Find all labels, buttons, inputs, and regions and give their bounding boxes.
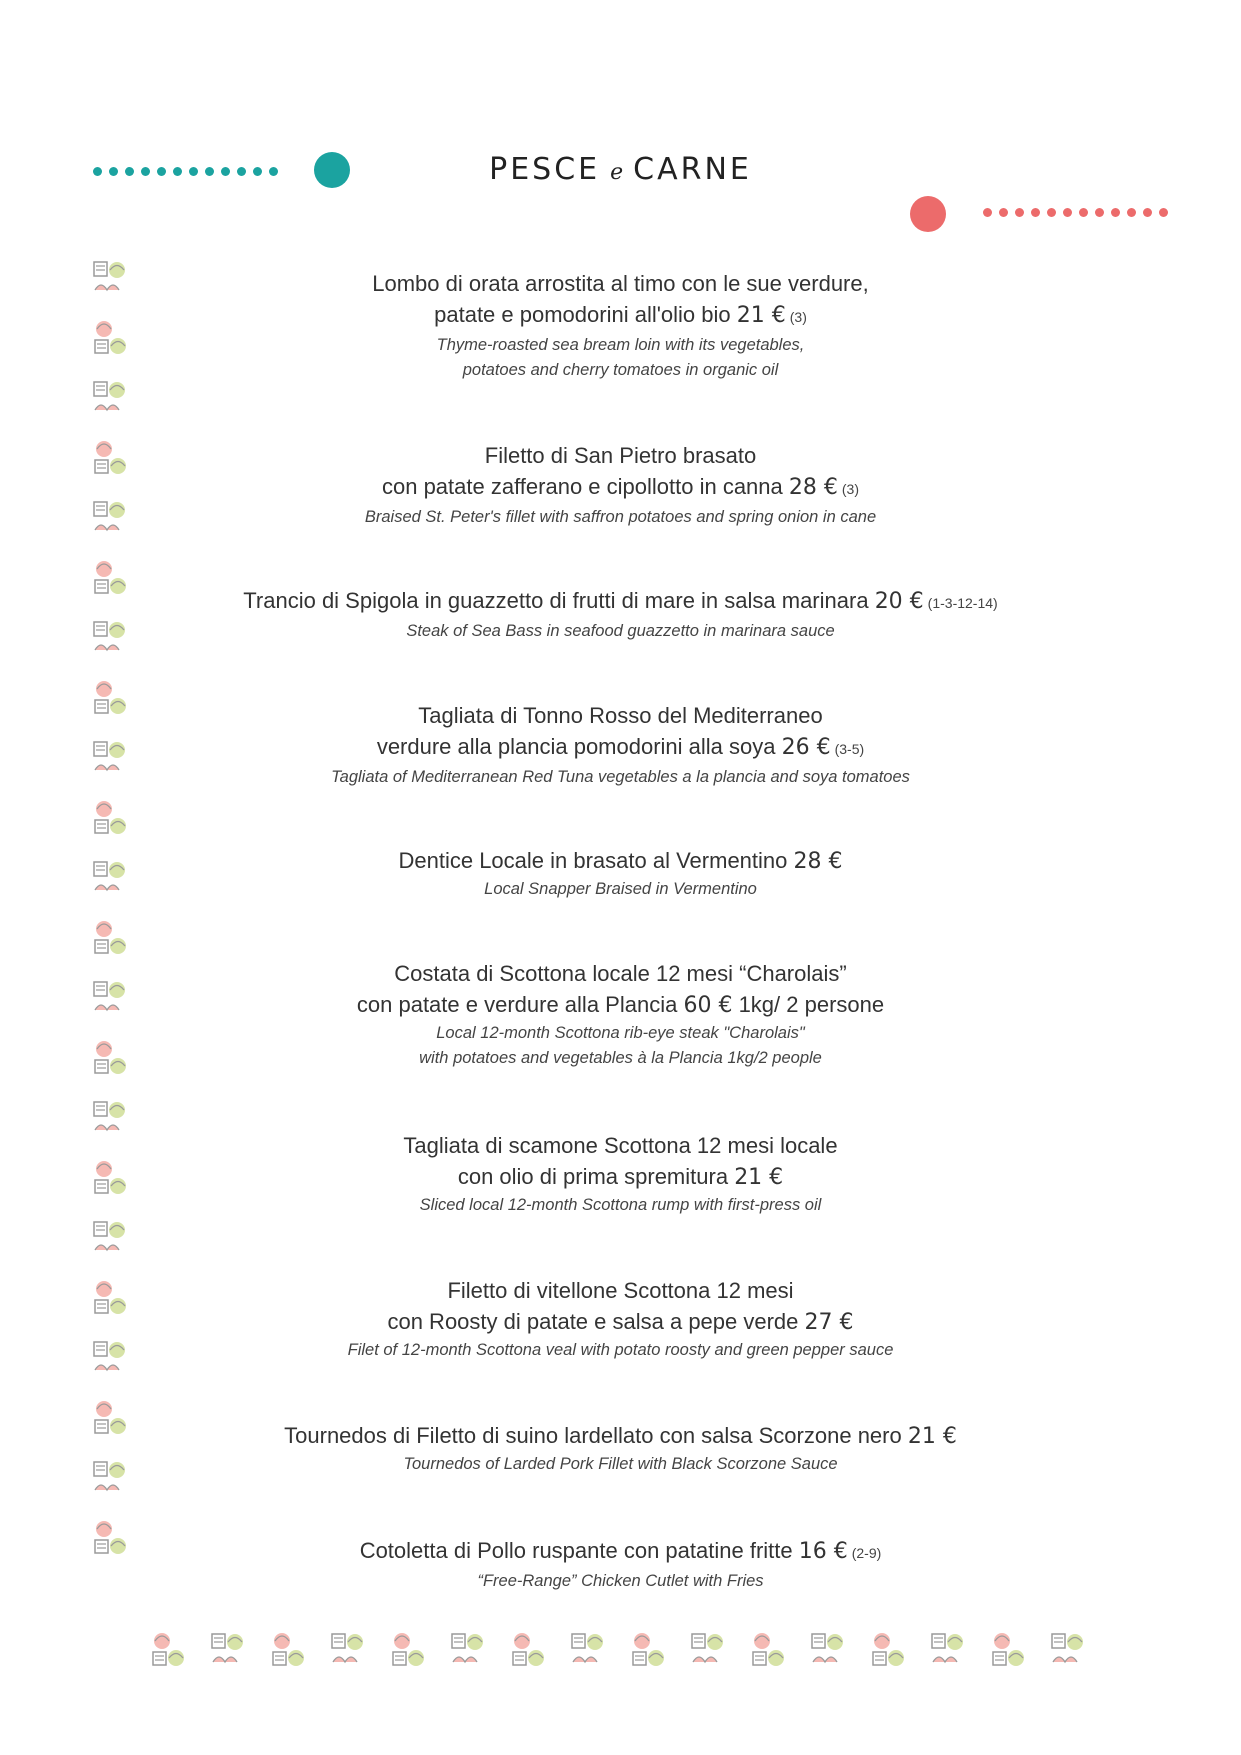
dish-name-en: potatoes and cherry tomatoes in organic oil [462, 361, 779, 379]
food-illustration-icon [92, 1338, 128, 1378]
dish-name-it [120, 440, 1121, 471]
dish-name-it [120, 1275, 1121, 1306]
food-illustration-icon [810, 1630, 850, 1668]
food-illustration-icon [870, 1630, 910, 1668]
menu-item [120, 958, 1121, 1071]
food-illustration-icon [92, 1218, 128, 1258]
decor-dot [1031, 208, 1040, 217]
food-illustration-icon [690, 1630, 730, 1668]
dish-name-it [120, 268, 1121, 299]
menu-item [120, 700, 1121, 790]
dish-price: 21 € [734, 1165, 784, 1190]
food-illustration-icon [92, 438, 128, 478]
dish-name-text: Tagliata di Tonno Rosso del Mediterraneo [418, 703, 823, 728]
decor-dot [1143, 208, 1152, 217]
dish-name-it [120, 471, 1121, 505]
dish-name-it [120, 1535, 1121, 1569]
dish-price: 60 € [683, 993, 733, 1018]
food-illustration-icon [92, 378, 128, 418]
dish-price: 26 € [781, 735, 831, 760]
decor-dot [999, 208, 1008, 217]
food-illustration-icon [390, 1630, 430, 1668]
dish-name-text: Tournedos di Filetto di suino lardellato con salsa Scorzone nero [284, 1423, 902, 1448]
food-illustration-icon [930, 1630, 970, 1668]
decor-dot [1127, 208, 1136, 217]
dish-portion: 1kg/ 2 persone [738, 992, 885, 1017]
dish-name-text: patate e pomodorini all'olio bio [434, 302, 731, 327]
dish-price: 28 € [793, 849, 843, 874]
food-illustration-icon [570, 1630, 610, 1668]
food-illustration-icon [92, 318, 128, 358]
decor-dot [1015, 208, 1024, 217]
menu-item [120, 268, 1121, 383]
dish-name-it [120, 700, 1121, 731]
dish-name-text: Tagliata di scamone Scottona 12 mesi locale [403, 1133, 838, 1158]
dish-name-text: Costata di Scottona locale 12 mesi “Charolais” [394, 961, 847, 986]
coral-circle [910, 196, 946, 232]
menu-item [120, 1130, 1121, 1218]
dish-name-text: con Roosty di patate e salsa a pepe verde [387, 1309, 799, 1334]
dish-name-en: Filet of 12-month Scottona veal with potato roosty and green pepper sauce [347, 1341, 894, 1359]
dish-name-en: Braised St. Peter's fillet with saffron potatoes and spring onion in cane [364, 508, 877, 526]
menu-item [120, 1275, 1121, 1363]
food-illustration-icon [92, 858, 128, 898]
decor-dot [983, 208, 992, 217]
food-illustration-icon [92, 1398, 128, 1438]
dish-price: 28 € [788, 475, 838, 500]
menu-item [120, 585, 1121, 644]
dish-name-en: Steak of Sea Bass in seafood guazzetto in marinara sauce [406, 622, 835, 640]
dish-name-text: verdure alla plancia pomodorini alla soya [376, 734, 776, 759]
dish-price: 16 € [798, 1539, 848, 1564]
dish-name-it [120, 731, 1121, 765]
food-illustration-icon [92, 738, 128, 778]
dish-name-text: con patate e verdure alla Plancia [356, 992, 678, 1017]
decor-dot [1079, 208, 1088, 217]
dish-name-text: con olio di prima spremitura [457, 1164, 729, 1189]
decor-dot [1111, 208, 1120, 217]
allergen-codes: (3) [789, 309, 807, 325]
food-illustration-icon [92, 618, 128, 658]
dish-name-text: Trancio di Spigola in guazzetto di frutti di mare in salsa marinara [243, 588, 869, 613]
dish-name-it [120, 299, 1121, 333]
food-illustration-icon [92, 1518, 128, 1558]
food-illustration-icon [92, 498, 128, 538]
dish-name-en: “Free-Range” Chicken Cutlet with Fries [477, 1572, 764, 1590]
food-illustration-icon [750, 1630, 790, 1668]
dish-name-en: Thyme-roasted sea bream loin with its vegetables, [436, 336, 805, 354]
food-illustration-icon [92, 978, 128, 1018]
dish-name-text: Filetto di San Pietro brasato [484, 443, 757, 468]
decor-dot [1159, 208, 1168, 217]
food-illustration-icon [330, 1630, 370, 1668]
allergen-codes: (2-9) [851, 1545, 882, 1561]
menu-item [120, 845, 1121, 902]
food-illustration-icon [92, 258, 128, 298]
dish-name-it [120, 1161, 1121, 1193]
coral-dot-row [983, 208, 1168, 217]
food-illustration-icon [92, 1158, 128, 1198]
dish-name-it [120, 1130, 1121, 1161]
food-illustration-icon [150, 1630, 190, 1668]
dish-name-text: Filetto di vitellone Scottona 12 mesi [447, 1278, 794, 1303]
dish-name-text: Lombo di orata arrostita al timo con le sue verdure, [372, 271, 869, 296]
dish-name-text: con patate zafferano e cipollotto in canna [381, 474, 783, 499]
food-illustration-icon [990, 1630, 1030, 1668]
dish-name-en: Tagliata of Mediterranean Red Tuna vegetables a la plancia and soya tomatoes [331, 768, 910, 786]
food-illustration-icon [210, 1630, 250, 1668]
decor-dot [1047, 208, 1056, 217]
allergen-codes: (3-5) [834, 741, 865, 757]
food-illustration-icon [630, 1630, 670, 1668]
dish-name-it [120, 1420, 1121, 1452]
allergen-codes: (3) [841, 481, 859, 497]
dish-name-text: Dentice Locale in brasato al Vermentino [398, 848, 788, 873]
dish-name-it [120, 958, 1121, 989]
dish-name-en: with potatoes and vegetables à la Plancia 1kg/2 people [419, 1049, 822, 1067]
food-illustration-icon [92, 1098, 128, 1138]
dish-name-en: Local Snapper Braised in Vermentino [484, 880, 757, 898]
dish-name-it [120, 989, 1121, 1021]
decor-dot [1095, 208, 1104, 217]
food-illustration-icon [510, 1630, 550, 1668]
food-illustration-icon [270, 1630, 310, 1668]
dish-name-it [120, 845, 1121, 877]
decor-dot [1063, 208, 1072, 217]
food-illustration-icon [92, 558, 128, 598]
food-illustration-icon [92, 1038, 128, 1078]
menu-item [120, 440, 1121, 530]
menu-item [120, 1535, 1121, 1594]
food-illustration-icon [450, 1630, 490, 1668]
dish-name-text: Cotoletta di Pollo ruspante con patatine fritte [359, 1538, 793, 1563]
dish-name-en: Sliced local 12-month Scottona rump with first-press oil [419, 1196, 822, 1214]
dish-name-it [120, 585, 1121, 619]
food-illustration-icon [92, 918, 128, 958]
page-title: PESCE e CARNE [489, 152, 752, 187]
food-illustration-icon [92, 1278, 128, 1318]
food-illustration-icon [92, 798, 128, 838]
food-illustration-icon [92, 678, 128, 718]
dish-price: 21 € [907, 1424, 957, 1449]
dish-name-en: Local 12-month Scottona rib-eye steak "Charolais" [436, 1024, 805, 1042]
dish-price: 27 € [804, 1310, 854, 1335]
dish-price: 21 € [736, 303, 786, 328]
menu-item [120, 1420, 1121, 1477]
food-illustration-icon [1050, 1630, 1090, 1668]
dish-name-en: Tournedos of Larded Pork Fillet with Black Scorzone Sauce [403, 1455, 838, 1473]
dish-name-it [120, 1306, 1121, 1338]
allergen-codes: (1-3-12-14) [927, 595, 998, 611]
food-illustration-icon [92, 1458, 128, 1498]
dish-price: 20 € [874, 589, 924, 614]
